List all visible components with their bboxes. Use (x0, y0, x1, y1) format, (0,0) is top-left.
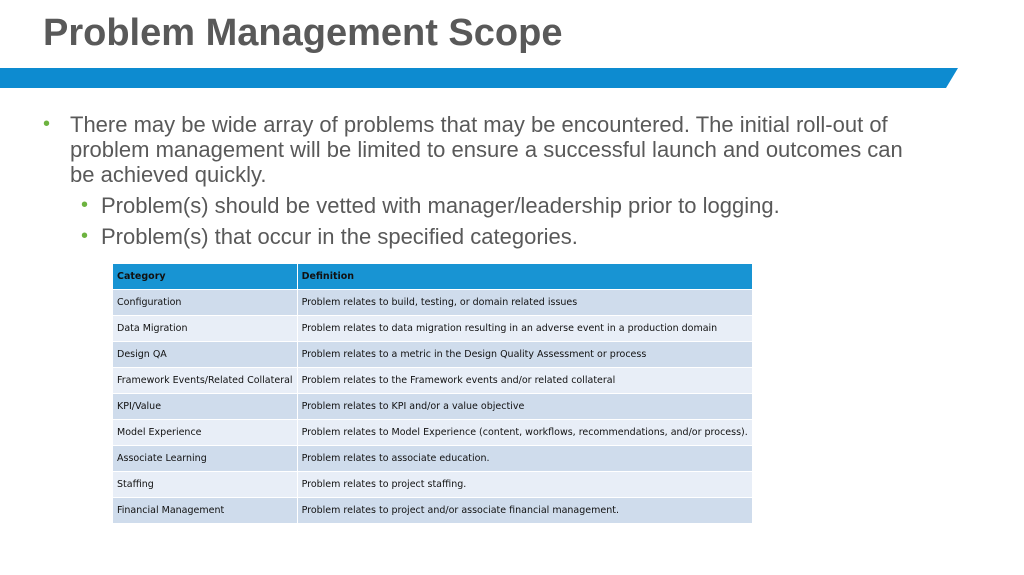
category-cell: Financial Management (113, 498, 298, 524)
sub-bullet-item (43, 193, 903, 218)
definition-cell: Problem relates to build, testing, or domain related issues (297, 290, 752, 316)
sub-bullet-item (43, 224, 903, 249)
bullet-icon: • (81, 225, 89, 247)
definition-cell: Problem relates to a metric in the Design Quality Assessment or process (297, 342, 752, 368)
category-cell: Associate Learning (113, 446, 298, 472)
bullet-item (43, 112, 903, 187)
category-cell: Framework Events/Related Collateral (113, 368, 298, 394)
bullet-icon: • (43, 113, 51, 135)
table-row (113, 446, 753, 472)
bullet-text: There may be wide array of problems that may be encountered. The initial roll-out of problem management will be limited to ensure a successful launch and outcomes can be achieved quickly. (70, 112, 903, 187)
definition-cell: Problem relates to KPI and/or a value objective (297, 394, 752, 420)
definition-cell: Problem relates to associate education. (297, 446, 752, 472)
definition-cell: Problem relates to the Framework events and/or related collateral (297, 368, 752, 394)
header-category: Category (113, 264, 298, 290)
category-cell: KPI/Value (113, 394, 298, 420)
category-cell: Configuration (113, 290, 298, 316)
definition-cell: Problem relates to data migration resulting in an adverse event in a production domain (297, 316, 752, 342)
table-row (113, 472, 753, 498)
definition-cell: Problem relates to Model Experience (content, workflows, recommendations, and/or process). (297, 420, 752, 446)
category-table (112, 263, 753, 524)
slide-title: Problem Management Scope (43, 12, 563, 54)
header-definition: Definition (297, 264, 752, 290)
category-cell: Staffing (113, 472, 298, 498)
table-row (113, 394, 753, 420)
table-row (113, 316, 753, 342)
table-row (113, 342, 753, 368)
table-row (113, 420, 753, 446)
definition-cell: Problem relates to project staffing. (297, 472, 752, 498)
category-cell: Design QA (113, 342, 298, 368)
sub-bullet-text: Problem(s) that occur in the specified categories. (101, 224, 578, 249)
definition-cell: Problem relates to project and/or associate financial management. (297, 498, 752, 524)
table-row (113, 498, 753, 524)
category-cell: Data Migration (113, 316, 298, 342)
table-header-row (113, 264, 753, 290)
category-cell: Model Experience (113, 420, 298, 446)
table-row (113, 290, 753, 316)
bullet-list (43, 112, 903, 249)
table-row (113, 368, 753, 394)
title-banner (0, 68, 958, 88)
sub-bullet-text: Problem(s) should be vetted with manager/leadership prior to logging. (101, 193, 780, 218)
bullet-icon: • (81, 194, 89, 216)
